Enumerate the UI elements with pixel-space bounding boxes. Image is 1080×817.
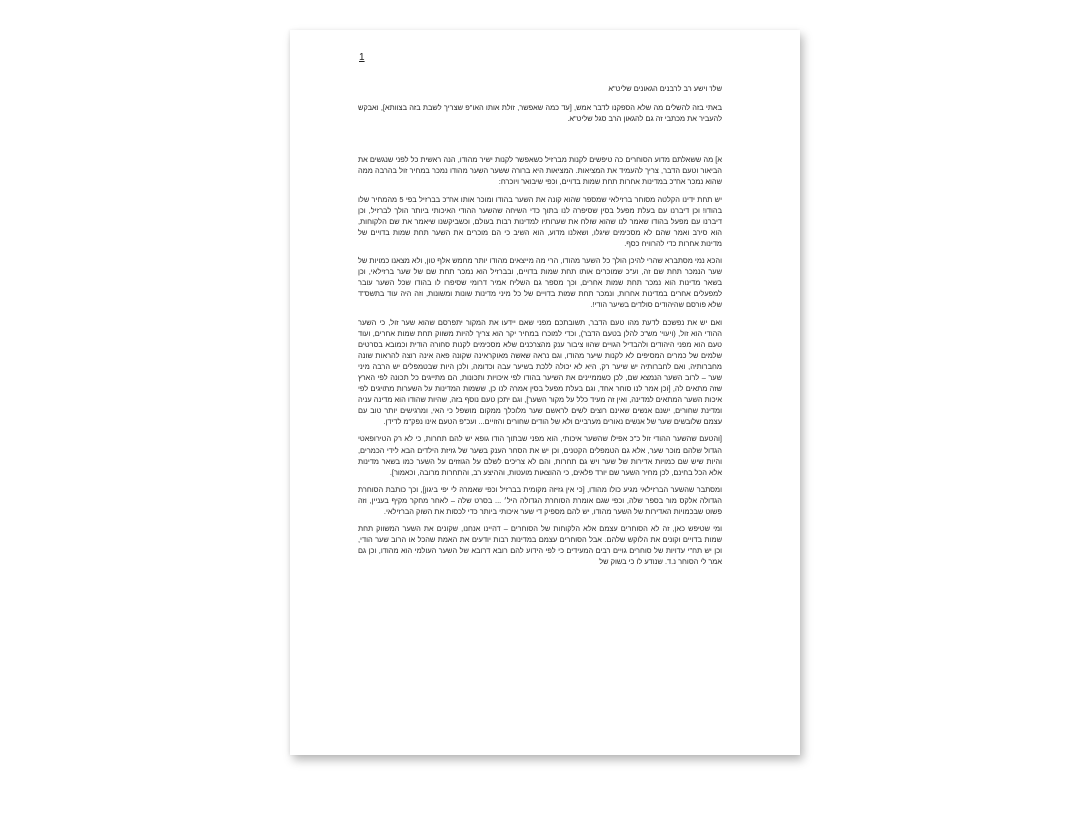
body-paragraph: יש תחת ידינו הקלטה מסוחר ברזילאי שמספר שהוא קונה את השער בהודו ומוכר אותו אח"כ בברזיל בפי 5 מהמחיר שלו בהודו! וכן דיברנו עם בעלת מפעל בסין שסיפרה לנו בתוך כדי השיחה שהשער ההודי האיכותי ביותר הולך לברזיל, וכן דיברנו עם מפעל בהודו שאמר לנו שהוא שולח את שערותיו למדינות רבות בעולם, וכשביקשנו שיאמר את שם הלקוחות, הוא סירב ואמר שהם לא מסכימים שיגלו, ושאלנו מדוע, הוא השיב כי הם מוכרים את השער תחת שמות בדויים של מדינות אחרות כדי להרוויח כסף. <box>358 194 722 248</box>
body-paragraph: [והטעם שהשער ההודי זול כ"כ אפילו שהשער איכותי, הוא מפני שבתוך הודו גופא יש להם תחרות, כי לא רק הטירופאטי הגדול שלהם מוכר שער, אלא גם הטמפלים הקטנים, וכן יש את הסחר הענק בשער של גזיזת הילדים הבא לידי הכמרים, והיות שיש שם כמויות אדירות של שער ויש גם תחרות, והם לא צריכים לשלם על הגוזזים על השער כמו בשאר מדינות אלא הכל בחינם, לכן מחיר השער שם יורד פלאים, כי ההוצאות מועטות, וההיצע רב, והתחרות מרובה, וכאמור]. <box>358 434 722 477</box>
body-paragraph: ואם יש את נפשכם לדעת מהו טעם הדבר, תשובתכם מפני שאם יידעו את המקור יתפרסם שהוא שער זול, כי השער ההודי הוא זול, (ויעוי' מש"כ להלן בטעם הדבר), וכדי למוכרו במחיר יקר הוא צריך להיות משווק תחת שמות אחרים, ועוד טעם הוא מפני היהודים ולהבדיל הגויים שהוו ציבור ענק מהצרכנים שלא מסכימים לקנות סחורה הודית וכמובא בסרטים שלמים של כמרים המסיפים לא לקנות שיער מהודו, וגם נראה שאשה מאוקראינה שקונה פאה אינה רוצה להראות שונה מחברותיה, ואם לחברותיה יש שיער רק, היא לא יכולה ללכת בשיער עבה וכדומה, ולכן היות שבטמפלים יש הרבה מיני שער – לרוב השער הנמצא שם, לכן כשממיינים את השיער בהודו לפי איכויות ותכונות, הם מתייגים כל תכונה לפי הארץ שזה מתאים לה, [וכן אמר לנו סוחר אחד, וגם בעלת מפעל בסין אמרה לנו כן, ששמות המדינות על השערות מתויגים לפי איכות השער המתאים למדינה, ואין זה מעיד כלל על מקור השער], וגם יתכן טעם נוסף בזה, שהיות שהודו הוא מדינה עניה ומדינת שחורים, ישנם אנשים שאינם רוצים לשים לראשם שער מלוכלך ממקום מושפל כי האי, ומרגישים יותר טוב עם עצמם שלובשים שער של אנשים נאורים מערביים ולא של הודים שחורים והזויים... ועכ"פ הטעם אינו נפק"מ לדידן. <box>358 317 722 427</box>
page-number: 1 <box>359 52 365 63</box>
greeting-line: שלו' וישע רב לרבנים הגאונים שליט"א <box>608 84 722 93</box>
body-paragraph: והכא נמי מסתברא שהרי להיכן הולך כל השער מהודו, הרי מה מייצאים מהודו יותר מחמש אלף טון, ולא מצאנו כמויות של שער הנמכר תחת שם זה, וע"כ שמוכרים אותו תחת שמות בדויים, ובברזיל הוא נמכר תחת שם של שער ברזילאי, וכן בשאר מדינות הוא נמכר תחת שמות אחרים, וכך מספר גם השליח אמיר דרומי שסיפרו לו בהודו שכל השער עובר למפעלים אחרים במדינות אחרות, ונמכר תחת שמות בדויים של כל מיני מדינות שונות ומשונות, וזה היה עוד בתשס"ד שלא פורסם שהיהודים סולדים בשיער הודי!. <box>358 256 722 310</box>
body-paragraph: א] מה ששאלתם מדוע הסוחרים כה טיפשים לקנות מברזיל כשאפשר לקנות ישיר מהודו, הנה ראשית כל לפני שנגשים את הביאור וטעם הדבר, צריך להעמיד את המציאות. המציאות היא ברורה ששער השער מהודו נמכר במחיר זול בהרבה ממה שהוא נמכר אח"כ במדינות אחרות תחת שמות בדויים, וכפי שיבואר ויוכרח: <box>358 155 722 187</box>
intro-paragraph: באתי בזה להשלים מה שלא הספקנו לדבר אמש, [עד כמה שאפשר, זולת אותו האו"פ שצריך לשבת בזה בצוותא], ואבקש להעביר את מכתבי זה גם להגאון הרב סגל שליט"א. <box>358 103 722 124</box>
body-paragraph: ומסתבר שהשער הברזילאי מגיע כולו מהודו, [כי אין גזיזה מקומית בברזיל וכפי שאמרה לי יפי ביגון], וכך כותבת הסוחרת הגדולה אלקס מור בספר שלה, וכפי שגם אומרת הסוחרת הגדולה היל׳ ... בסרט שלה – לאחר מחקר מקיף בעניין, וזה פשוט שבכמויות האדירות של השער מהודו, יש להם מספיק די שער איכותי ביותר כדי לכסות את השוק הברזילאי. <box>358 484 722 516</box>
document-page <box>290 30 800 755</box>
document-body <box>358 83 722 573</box>
body-paragraph: ומי שטיפש כאן, זה לא הסוחרים עצמם אלא הלקוחות של הסוחרים – דהיינו אנחנו, שקונים את השער המשווק תחת שמות בדויים וקונים את הלוקש שלהם. אבל הסוחרים עצמם במדינות רבות יודעים את האמת שהכל או הרוב שער הודי, וכן יש תח"י עדויות של סוחרים גויים רבים המעידים כי לפי הידוע להם רובא דרובא של השער העולמי הוא מהודו, וכן גם אמר לי הסוחר נ.ד. שנודע לו כי בשוק של <box>358 524 722 567</box>
